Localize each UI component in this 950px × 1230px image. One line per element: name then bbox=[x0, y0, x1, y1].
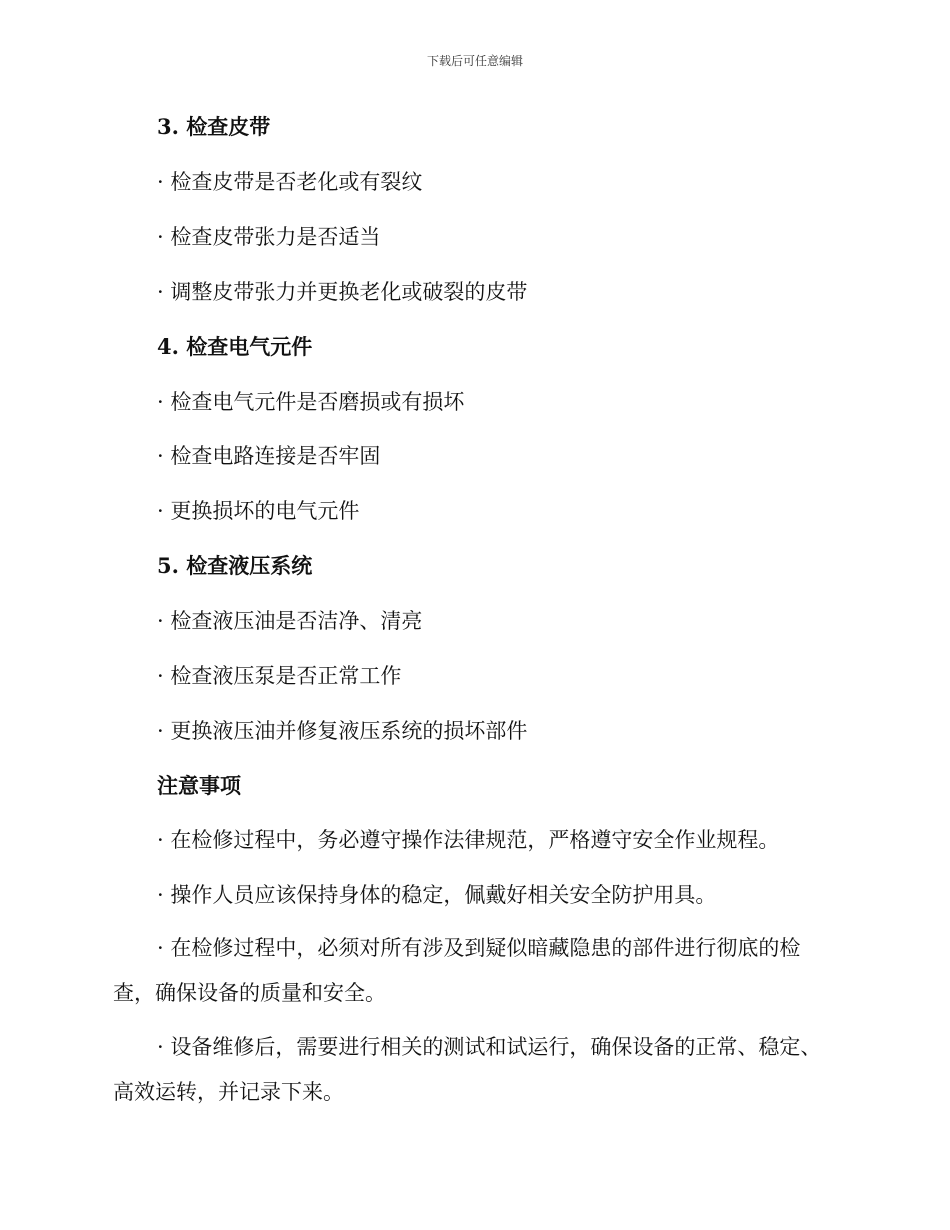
notes-item-2: · 操作人员应该保持身体的稳定，佩戴好相关安全防护用具。 bbox=[157, 883, 717, 907]
section-3-item-3: · 调整皮带张力并更换老化或破裂的皮带 bbox=[157, 280, 528, 304]
notes-item-4: · 设备维修后，需要进行相关的测试和试运行，确保设备的正常、稳定、高效运转，并记录下来。 bbox=[113, 1035, 822, 1104]
section-3-heading: 3. 检查皮带 bbox=[157, 114, 271, 139]
section-5-heading: 5. 检查液压系统 bbox=[157, 553, 313, 578]
section-3-item-1: · 检查皮带是否老化或有裂纹 bbox=[157, 170, 423, 194]
section-3-item-2: · 检查皮带张力是否适当 bbox=[157, 225, 381, 249]
section-4-item-1: · 检查电气元件是否磨损或有损坏 bbox=[157, 390, 465, 414]
notes-item-3: · 在检修过程中，必须对所有涉及到疑似暗藏隐患的部件进行彻底的检查，确保设备的质量和安全。 bbox=[113, 936, 801, 1005]
section-4-item-3: · 更换损坏的电气元件 bbox=[157, 499, 360, 523]
section-4-item-2: · 检查电路连接是否牢固 bbox=[157, 444, 381, 468]
section-5-item-3: · 更换液压油并修复液压系统的损坏部件 bbox=[157, 719, 528, 743]
section-5-item-1: · 检查液压油是否洁净、清亮 bbox=[157, 609, 423, 633]
header-note: 下载后可任意编辑 bbox=[426, 54, 523, 68]
notes-item-1: · 在检修过程中，务必遵守操作法律规范，严格遵守安全作业规程。 bbox=[157, 828, 780, 852]
section-5-item-2: · 检查液压泵是否正常工作 bbox=[157, 664, 402, 688]
notes-heading: 注意事项 bbox=[157, 773, 241, 798]
section-4-heading: 4. 检查电气元件 bbox=[157, 334, 313, 359]
